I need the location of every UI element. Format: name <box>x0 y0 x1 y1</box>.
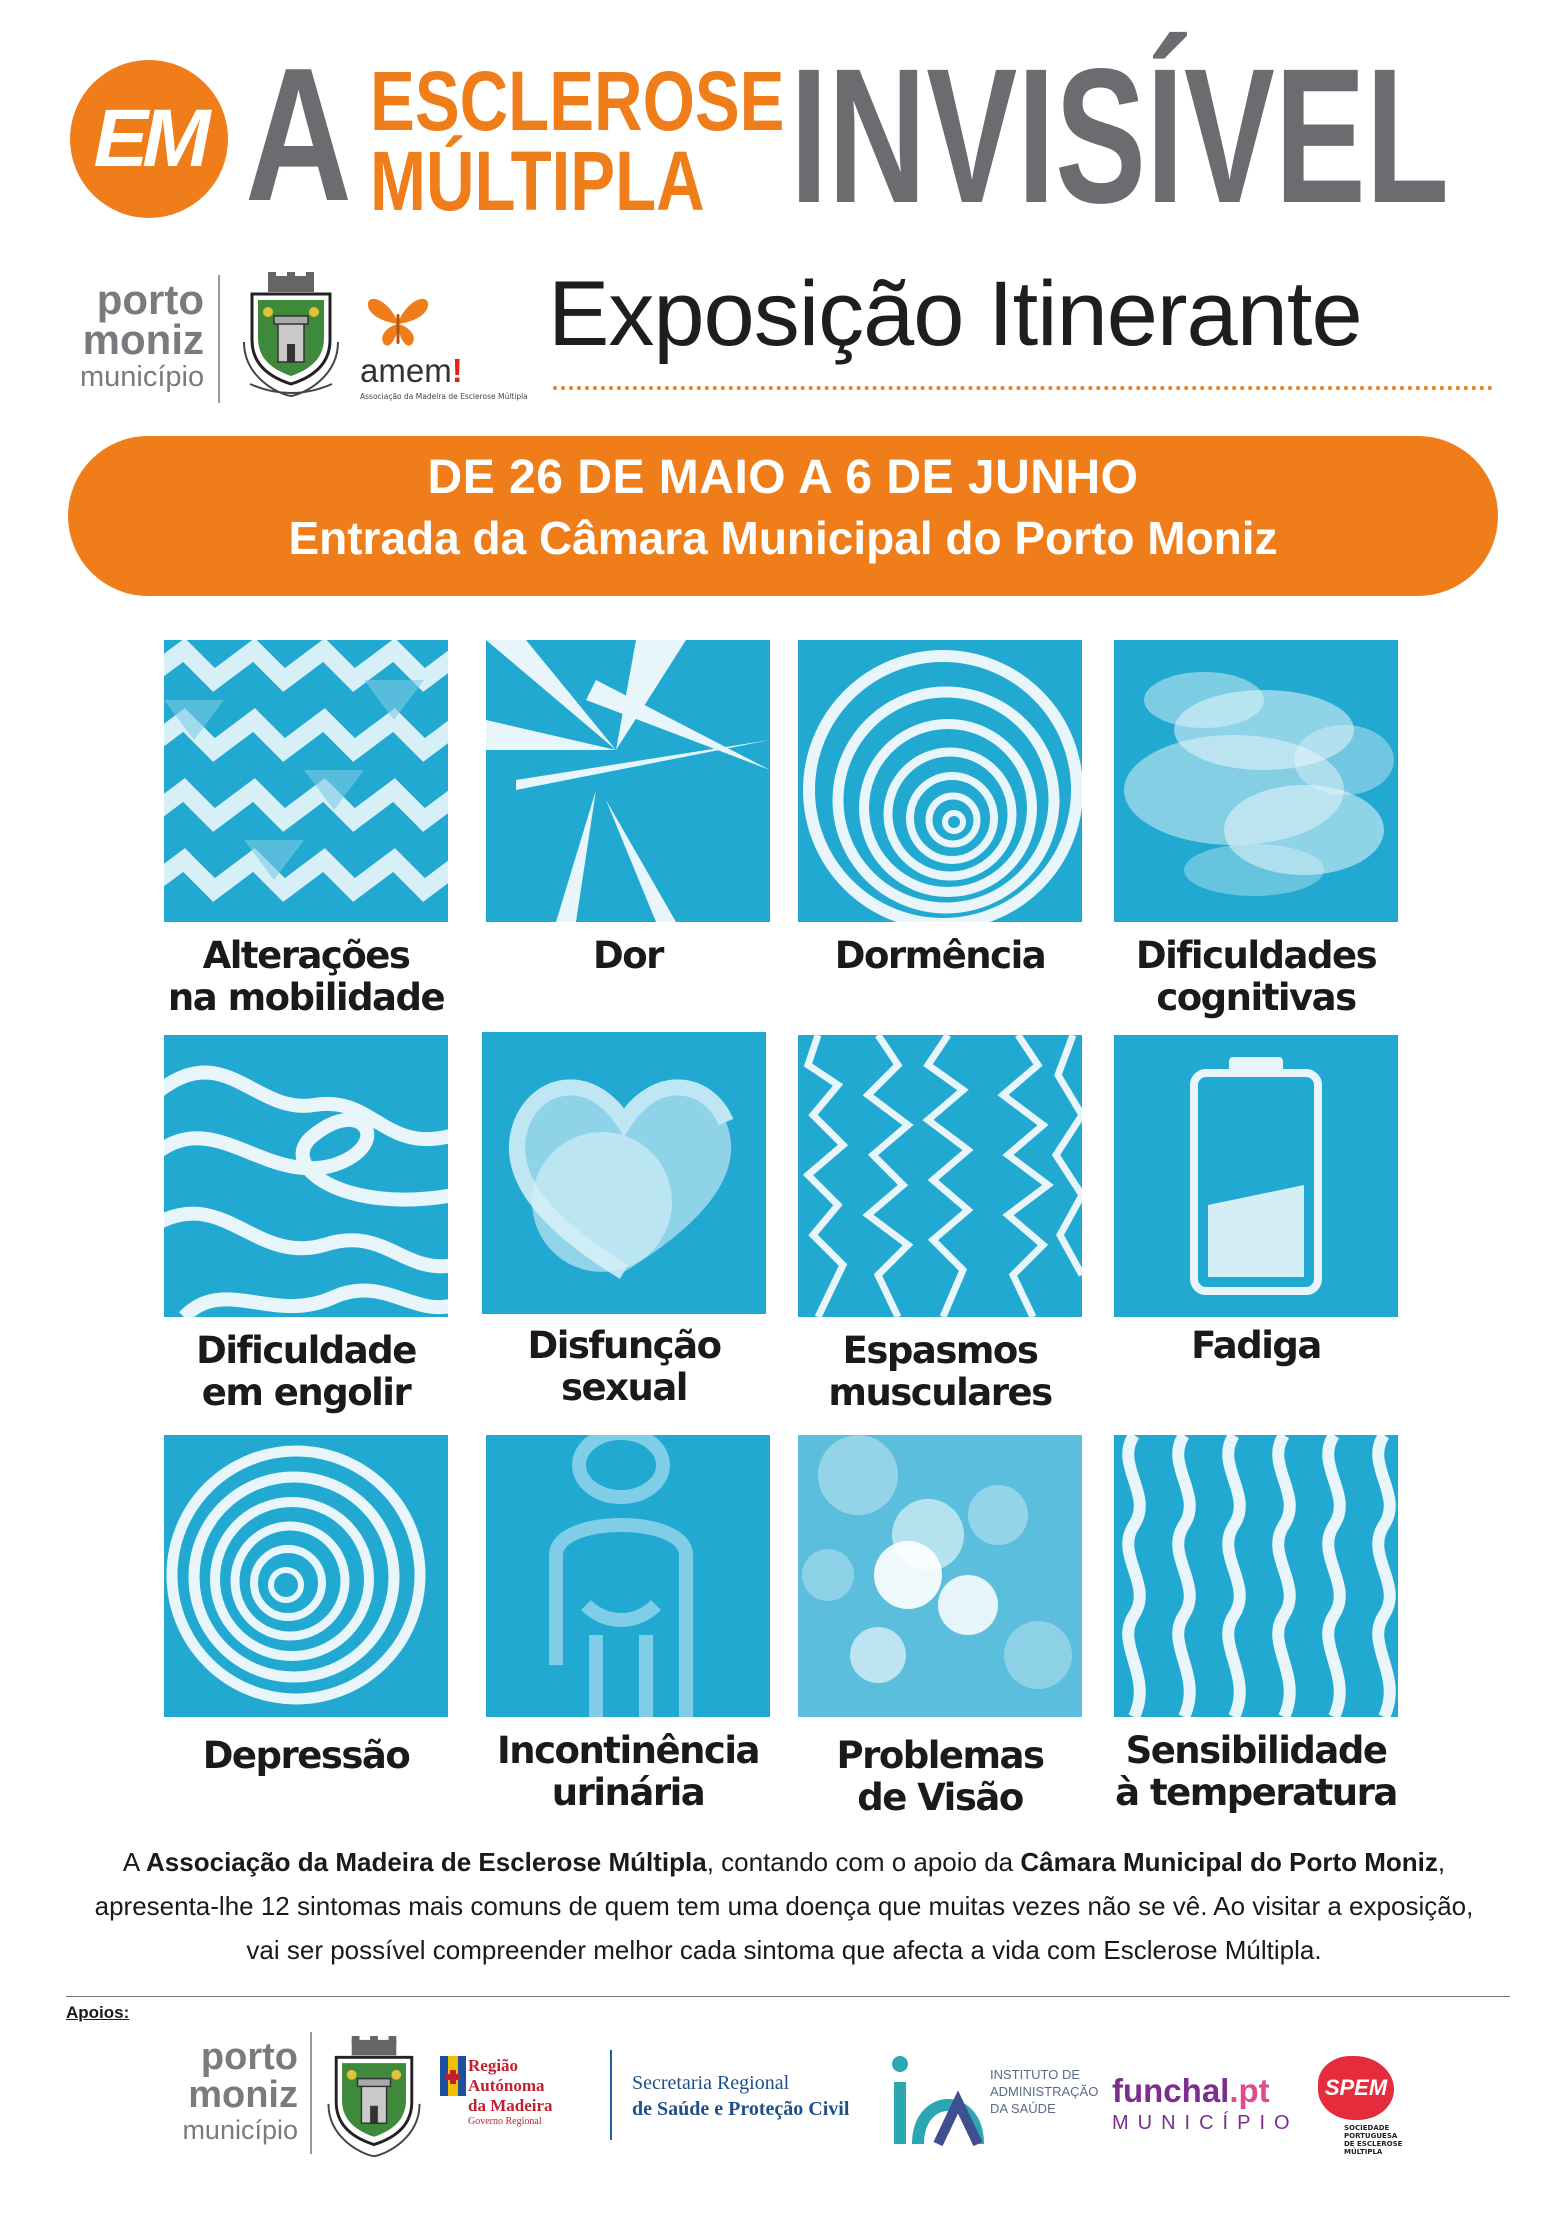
heart-icon <box>482 1032 766 1314</box>
amem-logo <box>360 292 540 401</box>
symptom-tile-engolir <box>164 1035 448 1317</box>
exhibition-description: A Associação da Madeira de Esclerose Múltipla, contando com o apoio da Câmara Municipal do Porto Moniz, apresenta-lhe 12 sintomas mais comuns de quem tem uma doença que muitas vezes não se vê. Ao visitar a exposição, vai ser possível compreender melhor cada sintoma que afecta a vida com Esclerose Múltipla. <box>94 1847 1474 1965</box>
logo-divider <box>218 275 220 403</box>
symptom-label: Espasmos musculares <box>828 1329 1052 1414</box>
banner-location: Entrada da Câmara Municipal do Porto Moniz <box>288 512 1278 564</box>
blurred-circles-icon <box>798 1435 1082 1717</box>
pm-word-municipio: município <box>80 361 205 393</box>
madeira-flag-icon <box>440 2056 466 2096</box>
ias-mark-icon <box>888 2052 984 2152</box>
footer-divider <box>66 1996 1510 1997</box>
camara-name: Câmara Municipal do Porto Moniz <box>1020 1847 1438 1877</box>
symptom-tile-incontinencia <box>486 1435 770 1717</box>
porto-moniz-crest-icon <box>322 2036 426 2162</box>
symptom-label: Incontinência urinária <box>496 1729 760 1814</box>
em-logo: EM <box>70 60 228 218</box>
amem-name: amem <box>360 352 452 389</box>
fog-icon <box>1114 640 1398 922</box>
battery-low-icon <box>1114 1035 1398 1317</box>
dotted-divider <box>553 386 1493 390</box>
title-invisivel: INVISÍVEL <box>790 28 1450 243</box>
pm-word-moniz: moniz <box>82 316 204 363</box>
sponsor-porto-moniz-logo: porto moniz município <box>182 2036 298 2145</box>
symptom-label: Problemas de Visão <box>836 1734 1044 1819</box>
symptom-tile-mobilidade <box>164 640 448 922</box>
symptom-label: Dificuldades cognitivas <box>1135 934 1377 1019</box>
banner-dates: DE 26 DE MAIO A 6 DE JUNHO <box>427 451 1139 504</box>
symptom-tile-visao <box>798 1435 1082 1717</box>
spiral-icon <box>164 1435 448 1717</box>
symptom-tile-fadiga <box>1114 1035 1398 1317</box>
symptom-label: Depressão <box>202 1734 410 1777</box>
pm-word-porto: porto <box>96 276 204 323</box>
shards-icon <box>486 640 770 922</box>
sponsor-spem-logo: SPEM SOCIEDADE PORTUGUESA DE ESCLEROSE MÚLTIPLA <box>1318 2056 1408 2156</box>
butterfly-icon <box>364 292 432 352</box>
title-line-esclerose: ESCLEROSE <box>370 54 785 148</box>
zigzag-pattern-icon <box>164 640 448 922</box>
sponsor-regiao-madeira-logo: Região Autónoma da Madeira Governo Regional <box>440 2056 590 2127</box>
symptom-label: Sensibilidade à temperatura <box>1115 1729 1397 1814</box>
title-esclerose-multipla <box>370 54 785 228</box>
symptom-label: Disfunção sexual <box>527 1324 721 1409</box>
sponsor-funchal-logo: funchal.pt MUNICÍPIO <box>1112 2072 1299 2134</box>
symptom-tile-depressao <box>164 1435 448 1717</box>
spasm-lines-icon <box>798 1035 1082 1317</box>
person-icon <box>486 1435 770 1717</box>
sponsor-secretaria-saude: Secretaria Regional de Saúde e Proteção Civil <box>632 2072 850 2120</box>
sponsor-divider <box>310 2032 312 2154</box>
sponsor-ias-logo: INSTITUTO DE ADMINISTRAÇÃO DA SAÚDE <box>888 2052 1048 2152</box>
symptom-tile-espasmos <box>798 1035 1082 1317</box>
porto-moniz-crest-icon <box>238 272 344 402</box>
association-name: Associação da Madeira de Esclerose Múltipla <box>146 1847 707 1877</box>
exhibition-subtitle: Exposição Itinerante <box>548 263 1362 365</box>
amem-full-name: Associação da Madeira de Esclerose Múltipla <box>360 392 528 401</box>
title-line-multipla: MÚLTIPLA <box>370 133 705 228</box>
symptom-tile-dor <box>486 640 770 922</box>
dates-banner <box>68 436 1498 596</box>
symptom-label: Dormência <box>834 934 1046 977</box>
heat-waves-icon <box>1114 1435 1398 1717</box>
symptom-tile-cognitivas <box>1114 640 1398 922</box>
symptom-tile-temperatura <box>1114 1435 1398 1717</box>
symptom-tile-sexual <box>482 1032 766 1314</box>
tunnel-icon <box>798 640 1082 922</box>
symptom-label: Alterações na mobilidade <box>167 934 445 1019</box>
porto-moniz-logo <box>80 276 205 394</box>
symptom-label: Fadiga <box>1191 1324 1321 1367</box>
amem-exclaim: ! <box>451 352 463 389</box>
symptom-label: Dor <box>593 934 663 977</box>
symptom-tile-dormencia <box>798 640 1082 922</box>
symptom-label: Dificuldade em engolir <box>196 1329 416 1414</box>
swirl-waves-icon <box>164 1035 448 1317</box>
title-letter-a: A <box>245 29 353 241</box>
sponsors-label: Apoios: <box>66 2003 130 2022</box>
sponsor-divider <box>610 2050 612 2140</box>
